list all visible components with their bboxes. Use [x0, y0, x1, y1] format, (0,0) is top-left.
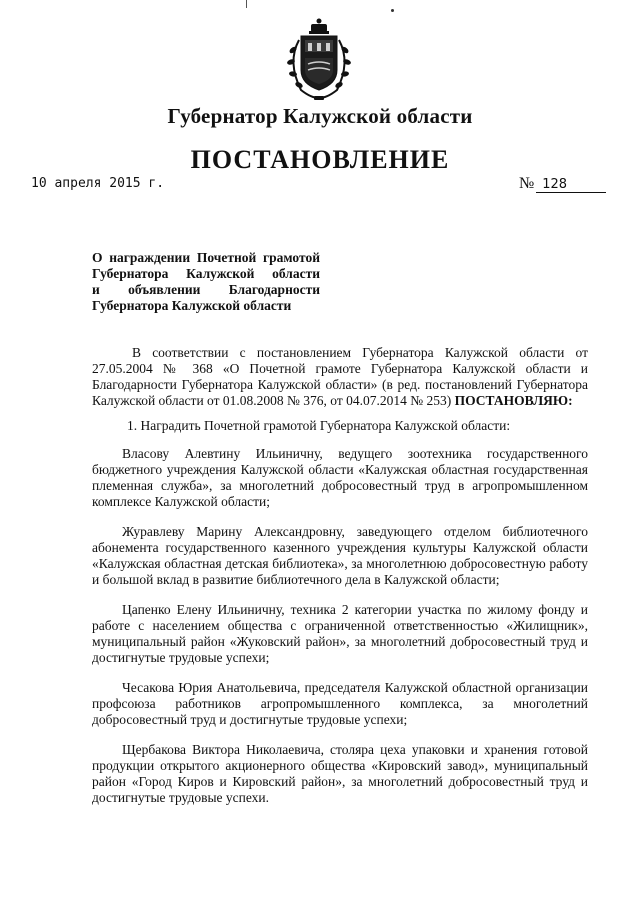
coat-of-arms-icon	[281, 18, 357, 104]
awardee-paragraph: Щербакова Виктора Николаевича, столяра цеха упаковки и хранения готовой продукции открытого акционерного общества «Кировский завод», муниципальный район «Город Киров и Кировский район», за многолетний добросовестный труд и достигнутые трудовые успехи.	[92, 742, 588, 805]
document-number	[519, 175, 606, 193]
scan-dot	[391, 9, 394, 12]
subject-line: Губернатора Калужской области	[92, 298, 292, 313]
preamble-text: В соответствии с постановлением Губернатора Калужской области от 27.05.2004 № 368 «О Почетной грамоте Губернатора Калужской области и Благодарности Губернатора Калужской области» (в ред. постановлений Губернатора Калужской области от 01.08.2008 № 376, от 04.07.2014 № 253)	[92, 345, 588, 408]
awardee-paragraph: Цапенко Елену Ильиничну, техника 2 категории участка по жилому фонду и работе с населением общества с ограниченной ответственностью «Жилищник», муниципальный район «Жуковский район», за многолетний добросовестный труд и достигнутые трудовые успехи;	[92, 602, 588, 665]
item-1-paragraph: 1. Наградить Почетной грамотой Губернатора Калужской области:	[127, 418, 511, 433]
document-body	[92, 345, 588, 820]
document-date: 10 апреля 2015 г.	[31, 176, 165, 191]
subject-line: и объявлении Благодарности	[92, 282, 320, 297]
governor-title: Губернатор Калужской области	[167, 104, 473, 128]
scan-mark	[246, 0, 247, 8]
awardee-paragraph: Журавлеву Марину Александровну, заведующего отделом библиотечного абонемента государственного казенного учреждения культуры Калужской области «Калужская областная детская библиотека», за многолетнюю добросовестную работу и большой вклад в развитие библиотечного дела в Калужской области;	[92, 524, 588, 587]
number-value: 128	[536, 177, 606, 193]
resolve-heading: ПОСТАНОВЛЯЮ:	[454, 393, 573, 408]
awardee-paragraph: Власову Алевтину Ильиничну, ведущего зоотехника государственного бюджетного учреждения Калужской области «Калужская областная государственная племенная служба», за многолетний добросовестный труд в агропромышленном комплексе Калужской области;	[92, 446, 588, 509]
subject-line: Губернатора Калужской области	[92, 266, 320, 281]
number-prefix: №	[519, 175, 535, 192]
awardee-paragraph: Чесакова Юрия Анатольевича, председателя Калужской областной организации профсоюза работников агропромышленного комплекса, за многолетний добросовестный труд и достигнутые трудовые успехи;	[92, 680, 588, 727]
preamble-paragraph	[92, 345, 588, 409]
document-type: ПОСТАНОВЛЕНИЕ	[190, 145, 450, 174]
subject-line: О награждении Почетной грамотой	[92, 250, 320, 265]
document-subject	[92, 250, 320, 314]
